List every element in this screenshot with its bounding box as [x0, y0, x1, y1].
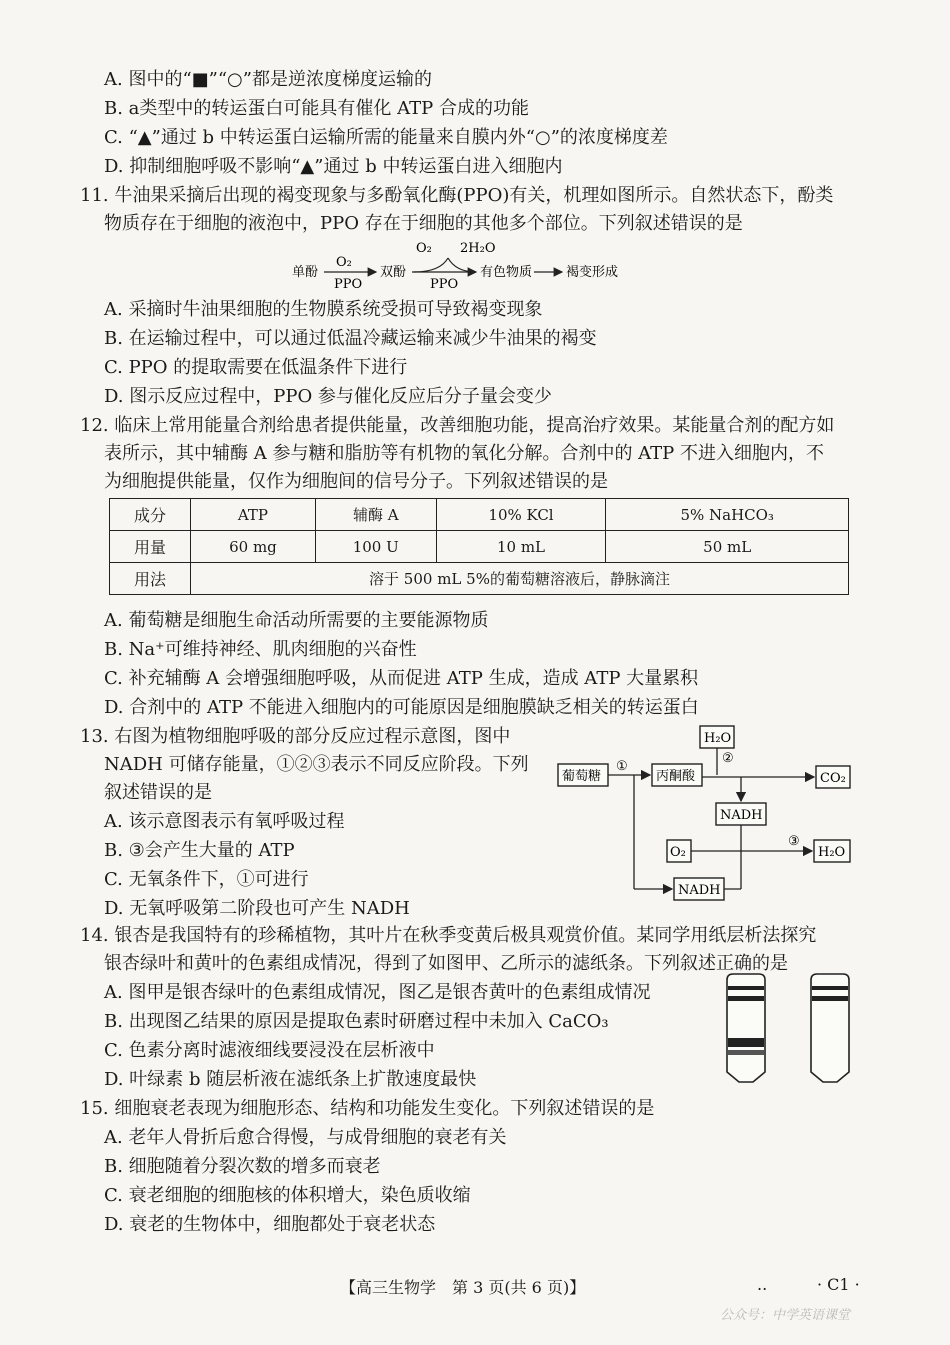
q14-stem-1: 14. 银杏是我国特有的珍稀植物，其叶片在秋季变黄后极具观赏价值。某同学用纸层析法探究 [80, 925, 817, 946]
ppo-label-1: PPO [334, 277, 363, 292]
band [812, 996, 848, 1001]
ppo-reaction-diagram [290, 238, 650, 294]
footer-dots: .. [757, 1275, 768, 1294]
table-row [110, 499, 849, 531]
water-label: 2H₂O [460, 241, 496, 256]
q10-option-d: D. 抑制细胞呼吸不影响“▲”通过 b 中转运蛋白进入细胞内 [104, 156, 563, 177]
q13-stem-2: NADH 可储存能量，①②③表示不同反应阶段。下列 [104, 754, 529, 775]
q15-option-c: C. 衰老细胞的细胞核的体积增大，染色质收缩 [104, 1185, 471, 1206]
monophenol-label: 单酚 [292, 265, 319, 280]
o2-label: O₂ [670, 845, 686, 860]
q12-option-d: D. 合剂中的 ATP 不能进入细胞内的可能原因是细胞膜缺乏相关的转运蛋白 [104, 697, 699, 718]
table-cell: 成分 [110, 499, 191, 531]
q13-option-a: A. 该示意图表示有氧呼吸过程 [104, 811, 345, 832]
water-top-label: H₂O [704, 731, 732, 746]
q14-option-c: C. 色素分离时滤液细线要浸没在层析液中 [104, 1040, 435, 1061]
table-cell: ATP [191, 499, 316, 531]
band [812, 986, 848, 990]
table-cell: 10% KCl [436, 499, 606, 531]
strip-a-outline [727, 974, 765, 1082]
table-row [110, 531, 849, 563]
table-cell: 50 mL [606, 531, 849, 563]
band [728, 1050, 764, 1055]
nadh-label-1: NADH [720, 808, 763, 823]
q10-option-c: C. “▲”通过 b 中转运蛋白运输所需的能量来自膜内外“○”的浓度梯度差 [104, 127, 668, 148]
stage-2-label: ② [722, 751, 734, 766]
water-out-label: H₂O [818, 845, 846, 860]
strip-b-outline [811, 974, 849, 1082]
q13-stem-1: 13. 右图为植物细胞呼吸的部分反应过程示意图，图中 [80, 726, 511, 747]
paper-code: · C1 · [817, 1275, 860, 1294]
energy-mixture-table [109, 498, 849, 595]
table-cell: 溶于 500 mL 5%的葡萄糖溶液后，静脉滴注 [191, 563, 849, 595]
q14-option-b: B. 出现图乙结果的原因是提取色素时研磨过程中未加入 CaCO₃ [104, 1011, 609, 1032]
q13-stem-3: 叙述错误的是 [104, 782, 212, 803]
page-footer: 【高三生物学 第 3 页(共 6 页)】 [340, 1278, 586, 1297]
table-cell: 100 U [315, 531, 436, 563]
q12-option-c: C. 补充辅酶 A 会增强细胞呼吸，从而促进 ATP 生成，造成 ATP 大量累积 [104, 668, 699, 689]
q15-option-a: A. 老年人骨折后愈合得慢，与成骨细胞的衰老有关 [104, 1127, 507, 1148]
diphenol-label: 双酚 [380, 265, 407, 280]
table-cell: 5% NaHCO₃ [606, 499, 849, 531]
q12-option-b: B. Na⁺可维持神经、肌肉细胞的兴奋性 [104, 639, 417, 660]
q13-option-b: B. ③会产生大量的 ATP [104, 840, 295, 861]
colored-substance-label: 有色物质 [480, 265, 533, 280]
q15-option-b: B. 细胞随着分裂次数的增多而衰老 [104, 1156, 381, 1177]
q11-stem-1: 11. 牛油果采摘后出现的褐变现象与多酚氧化酶(PPO)有关，机理如图所示。自然状态下，酚类 [80, 185, 834, 206]
stage-1-label: ① [616, 759, 628, 774]
band [728, 1038, 764, 1047]
q13-option-d: D. 无氧呼吸第二阶段也可产生 NADH [104, 898, 410, 919]
q15-stem: 15. 细胞衰老表现为细胞形态、结构和功能发生变化。下列叙述错误的是 [80, 1098, 655, 1119]
ppo-label-2: PPO [430, 277, 459, 292]
chromatography-strips [715, 972, 865, 1108]
table-cell: 辅酶 A [315, 499, 436, 531]
q11-stem-2: 物质存在于细胞的液泡中，PPO 存在于细胞的其他多个部位。下列叙述错误的是 [104, 213, 743, 234]
o2-label-1: O₂ [336, 255, 352, 270]
nadh-label-2: NADH [678, 883, 721, 898]
q11-option-d: D. 图示反应过程中，PPO 参与催化反应后分子量会变少 [104, 386, 552, 407]
q15-option-d: D. 衰老的生物体中，细胞都处于衰老状态 [104, 1214, 436, 1235]
q13-option-c: C. 无氧条件下，①可进行 [104, 869, 309, 890]
co2-label: CO₂ [820, 771, 846, 786]
glucose-label: 葡萄糖 [562, 769, 602, 784]
table-cell: 用法 [110, 563, 191, 595]
browning-label: 褐变形成 [566, 265, 619, 280]
table-cell: 60 mg [191, 531, 316, 563]
stage-3-label: ③ [788, 834, 800, 849]
q11-option-a: A. 采摘时牛油果细胞的生物膜系统受损可导致褐变现象 [104, 299, 543, 320]
table-cell: 10 mL [436, 531, 606, 563]
q11-option-b: B. 在运输过程中，可以通过低温冷藏运输来减少牛油果的褐变 [104, 328, 597, 349]
q12-option-a: A. 葡萄糖是细胞生命活动所需要的主要能源物质 [104, 610, 489, 631]
watermark: 公众号：中学英语课堂 [720, 1308, 851, 1323]
table-cell: 用量 [110, 531, 191, 563]
q14-option-d: D. 叶绿素 b 随层析液在滤纸条上扩散速度最快 [104, 1069, 477, 1090]
q14-option-a: A. 图甲是银杏绿叶的色素组成情况，图乙是银杏黄叶的色素组成情况 [104, 982, 651, 1003]
table-row [110, 563, 849, 595]
band [728, 996, 764, 1001]
q10-option-b: B. a类型中的转运蛋白可能具有催化 ATP 合成的功能 [104, 98, 529, 119]
q11-option-c: C. PPO 的提取需要在低温条件下进行 [104, 357, 408, 378]
o2-label-2: O₂ [416, 241, 432, 256]
q14-stem-2: 银杏绿叶和黄叶的色素组成情况，得到了如图甲、乙所示的滤纸条。下列叙述正确的是 [104, 953, 788, 974]
pyruvate-label: 丙酮酸 [656, 769, 696, 784]
band [728, 986, 764, 990]
respiration-diagram [550, 720, 860, 905]
q10-option-a: A. 图中的“■”“○”都是逆浓度梯度运输的 [104, 69, 432, 90]
q12-stem-2: 表所示，其中辅酶 A 参与糖和脂肪等有机物的氧化分解。合剂中的 ATP 不进入细胞内，不 [104, 443, 825, 464]
q12-stem-3: 为细胞提供能量，仅作为细胞间的信号分子。下列叙述错误的是 [104, 471, 608, 492]
q12-stem-1: 12. 临床上常用能量合剂给患者提供能量，改善细胞功能，提高治疗效果。某能量合剂的配方如 [80, 415, 835, 436]
